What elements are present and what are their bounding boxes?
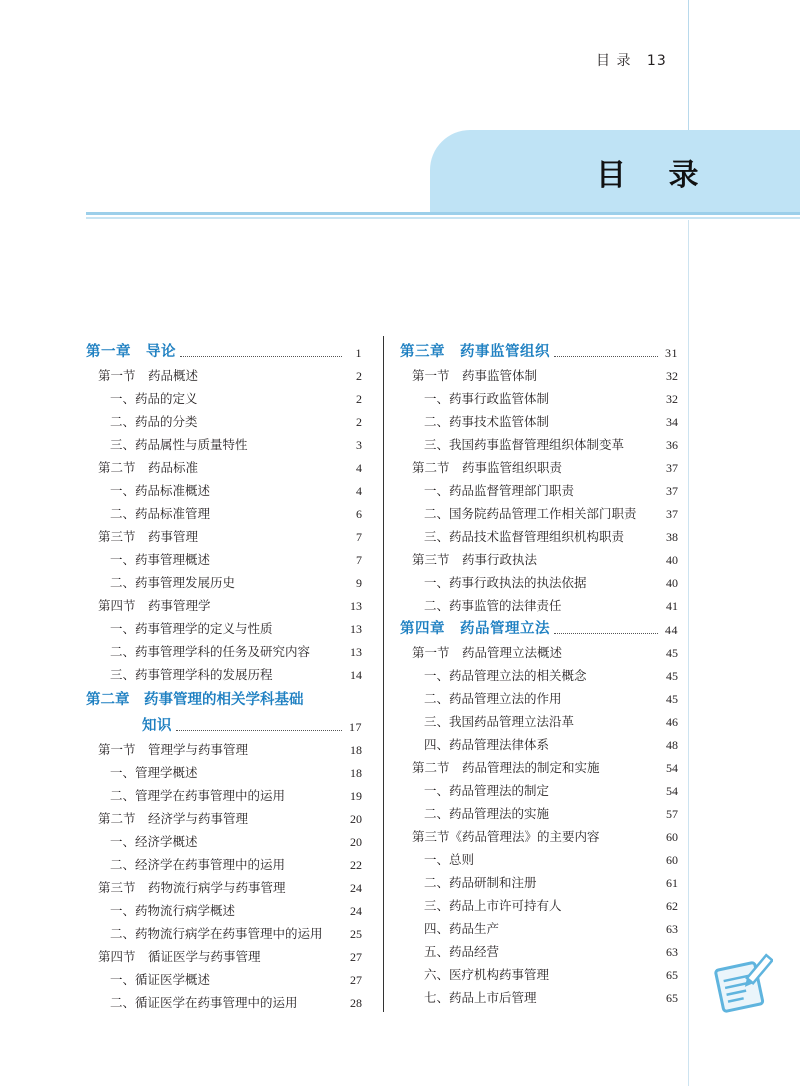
page-number: 20 [350, 835, 362, 849]
entry-title: 二、药物流行病学在药事管理中的运用 [110, 926, 323, 941]
entry-title: 第三节 药物流行病学与药事管理 [98, 880, 286, 895]
toc-sub-entry[interactable] [400, 430, 678, 453]
page-number: 63 [666, 945, 678, 959]
toc-sub-entry[interactable] [400, 522, 678, 545]
toc-right-list [400, 337, 678, 1006]
toc-sub-entry[interactable] [86, 965, 362, 988]
entry-title: 七、药品上市后管理 [424, 990, 537, 1005]
entry-title: 第一章 导论 [86, 344, 176, 360]
toc-sub-entry[interactable] [400, 591, 678, 614]
page-title: 目 录 [596, 158, 715, 193]
toc-section-entry[interactable] [86, 942, 362, 965]
entry-title: 二、药品的分类 [110, 414, 198, 429]
entry-title: 二、药品研制和注册 [424, 875, 537, 890]
entry-title: 一、药事管理概述 [110, 552, 211, 567]
header-label: 目 录 [596, 53, 632, 69]
page-number: 25 [350, 927, 362, 941]
entry-title: 二、药品管理法的实施 [424, 806, 550, 821]
toc-section-entry[interactable] [86, 804, 362, 827]
toc-sub-entry[interactable] [86, 988, 362, 1011]
toc-sub-entry[interactable] [400, 983, 678, 1006]
toc-sub-entry[interactable] [400, 960, 678, 983]
entry-title: 三、药品属性与质量特性 [110, 437, 248, 452]
entry-title: 三、我国药事监督管理组织体制变革 [424, 437, 625, 452]
page-number: 60 [666, 853, 678, 867]
toc-sub-entry[interactable] [400, 707, 678, 730]
toc-sub-entry[interactable] [86, 827, 362, 850]
toc-sub-entry[interactable] [86, 430, 362, 453]
toc-section-entry[interactable] [86, 873, 362, 896]
running-header [596, 50, 667, 70]
entry-title: 第一节 药事监管体制 [412, 368, 538, 383]
page-number: 38 [666, 530, 678, 544]
page-number: 24 [350, 881, 362, 895]
entry-title: 二、药品管理立法的作用 [424, 691, 562, 706]
column-divider [383, 336, 384, 1012]
entry-title: 第一节 药品概述 [98, 368, 199, 383]
entry-title: 一、药事行政执法的执法依据 [424, 575, 587, 590]
page-number: 2 [356, 369, 362, 383]
entry-title: 五、药品经营 [424, 944, 500, 959]
dot-leader [176, 730, 342, 731]
entry-title: 第二节 经济学与药事管理 [98, 811, 249, 826]
toc-section-entry[interactable] [400, 453, 678, 476]
entry-title: 第二节 药品标准 [98, 460, 199, 475]
page-number: 4 [356, 484, 362, 498]
entry-title: 三、药品技术监督管理组织机构职责 [424, 529, 625, 544]
entry-title: 三、药品上市许可持有人 [424, 898, 562, 913]
chapter-2-title-line2 [86, 709, 362, 735]
entry-title: 一、管理学概述 [110, 765, 198, 780]
toc-sub-entry[interactable] [86, 568, 362, 591]
page-number: 44 [665, 623, 678, 637]
page-number: 20 [350, 812, 362, 826]
toc-sub-entry[interactable] [400, 868, 678, 891]
page-number: 9 [356, 576, 362, 590]
entry-title: 第三节 药事管理 [98, 529, 199, 544]
page-number: 45 [666, 669, 678, 683]
toc-section-entry[interactable] [86, 453, 362, 476]
entry-title: 六、医疗机构药事管理 [424, 967, 550, 982]
page-number: 41 [666, 599, 678, 613]
page-number: 6 [356, 507, 362, 521]
entry-title: 二、管理学在药事管理中的运用 [110, 788, 286, 803]
toc-chapter-entry[interactable] [400, 614, 678, 638]
page-number: 36 [666, 438, 678, 452]
notepad-pencil-icon [711, 952, 773, 1014]
toc-chapter-2[interactable] [86, 683, 362, 735]
page-number: 18 [350, 743, 362, 757]
toc-sub-entry[interactable] [86, 407, 362, 430]
page-number: 60 [666, 830, 678, 844]
page-number: 62 [666, 899, 678, 913]
entry-title: 第三节 药事行政执法 [412, 552, 538, 567]
entry-title: 第四章 药品管理立法 [400, 621, 550, 637]
page-number: 27 [350, 973, 362, 987]
toc-section-entry[interactable] [400, 753, 678, 776]
page-number: 40 [666, 553, 678, 567]
page-number: 31 [665, 346, 678, 360]
toc-sub-entry[interactable] [400, 845, 678, 868]
chapter-2-title-continued: 知识 [142, 718, 172, 734]
page-number: 37 [666, 461, 678, 475]
page-number: 37 [666, 507, 678, 521]
toc-section-entry[interactable] [86, 591, 362, 614]
entry-title: 一、药事管理学的定义与性质 [110, 621, 273, 636]
toc-sub-entry[interactable] [400, 730, 678, 753]
entry-title: 二、药事监管的法律责任 [424, 598, 562, 613]
toc-left-list [86, 337, 362, 683]
page-number: 17 [349, 720, 362, 734]
toc-sub-entry[interactable] [86, 476, 362, 499]
page-number: 65 [666, 991, 678, 1005]
page-number: 7 [356, 553, 362, 567]
entry-title: 四、药品生产 [424, 921, 500, 936]
page-number: 19 [350, 789, 362, 803]
entry-title: 二、药事技术监管体制 [424, 414, 550, 429]
toc-sub-entry[interactable] [400, 568, 678, 591]
page-number: 57 [666, 807, 678, 821]
entry-title: 一、药物流行病学概述 [110, 903, 236, 918]
page-number: 46 [666, 715, 678, 729]
toc-sub-entry[interactable] [86, 660, 362, 683]
entry-title: 一、药事行政监管体制 [424, 391, 550, 406]
entry-title: 二、国务院药品管理工作相关部门职责 [424, 506, 637, 521]
toc-sub-entry[interactable] [86, 919, 362, 942]
toc-section-entry[interactable] [400, 361, 678, 384]
entry-title: 第四节 循证医学与药事管理 [98, 949, 261, 964]
entry-title: 一、总则 [424, 852, 475, 867]
title-rule [86, 212, 800, 215]
toc-left-column [86, 337, 362, 1011]
entry-title: 第二节 药事监管组织职责 [412, 460, 563, 475]
entry-title: 二、药品标准管理 [110, 506, 211, 521]
toc-sub-entry[interactable] [86, 850, 362, 873]
page-number: 7 [356, 530, 362, 544]
toc-section-entry[interactable] [400, 638, 678, 661]
page-number: 54 [666, 784, 678, 798]
page-number: 27 [350, 950, 362, 964]
chapter-2-title-line1: 第二章 药事管理的相关学科基础 [86, 692, 304, 708]
entry-title: 一、药品管理立法的相关概念 [424, 668, 587, 683]
page-number: 3 [356, 438, 362, 452]
page-number: 13 [350, 645, 362, 659]
toc-section-entry[interactable] [86, 735, 362, 758]
toc-sub-entry[interactable] [400, 937, 678, 960]
toc-sub-entry[interactable] [86, 499, 362, 522]
toc-sub-entry[interactable] [86, 384, 362, 407]
toc-sub-entry[interactable] [400, 684, 678, 707]
toc-left-list-2 [86, 735, 362, 1011]
toc-sub-entry[interactable] [400, 799, 678, 822]
toc-right-column [400, 337, 678, 1006]
title-rule-secondary [86, 217, 800, 219]
toc-sub-entry[interactable] [400, 476, 678, 499]
toc-sub-entry[interactable] [400, 776, 678, 799]
entry-title: 第二节 药品管理法的制定和实施 [412, 760, 600, 775]
entry-title: 一、药品管理法的制定 [424, 783, 550, 798]
toc-sub-entry[interactable] [86, 781, 362, 804]
page-number: 48 [666, 738, 678, 752]
margin-line-top [688, 0, 689, 130]
page-number: 65 [666, 968, 678, 982]
page-number: 2 [356, 415, 362, 429]
page-number: 63 [666, 922, 678, 936]
toc-section-entry[interactable] [86, 361, 362, 384]
page-number: 1 [355, 346, 362, 360]
entry-title: 二、经济学在药事管理中的运用 [110, 857, 286, 872]
entry-title: 一、药品标准概述 [110, 483, 211, 498]
page-number: 45 [666, 692, 678, 706]
toc-sub-entry[interactable] [400, 661, 678, 684]
toc-sub-entry[interactable] [400, 914, 678, 937]
page-number: 40 [666, 576, 678, 590]
page-number: 24 [350, 904, 362, 918]
entry-title: 二、药事管理学科的任务及研究内容 [110, 644, 311, 659]
page-number: 14 [350, 668, 362, 682]
toc-sub-entry[interactable] [400, 384, 678, 407]
page-number: 2 [356, 392, 362, 406]
page-number: 13 [350, 622, 362, 636]
entry-title: 一、循证医学概述 [110, 972, 211, 987]
entry-title: 一、经济学概述 [110, 834, 198, 849]
page-number: 13 [350, 599, 362, 613]
toc-section-entry[interactable] [86, 522, 362, 545]
page-number: 4 [356, 461, 362, 475]
toc-sub-entry[interactable] [86, 545, 362, 568]
toc-sub-entry[interactable] [86, 896, 362, 919]
dot-leader [554, 633, 658, 634]
toc-chapter-entry[interactable] [400, 337, 678, 361]
toc-sub-entry[interactable] [400, 891, 678, 914]
header-page-number: 13 [646, 53, 667, 69]
toc-sub-entry[interactable] [86, 758, 362, 781]
toc-sub-entry[interactable] [86, 637, 362, 660]
entry-title: 一、药品的定义 [110, 391, 198, 406]
entry-title: 第三节《药品管理法》的主要内容 [412, 829, 600, 844]
page-number: 28 [350, 996, 362, 1010]
entry-title: 三、药事管理学科的发展历程 [110, 667, 273, 682]
page-number: 18 [350, 766, 362, 780]
dot-leader [180, 356, 342, 357]
page-number: 34 [666, 415, 678, 429]
page-number: 37 [666, 484, 678, 498]
entry-title: 四、药品管理法律体系 [424, 737, 550, 752]
margin-line-bottom [688, 220, 689, 1086]
page-number: 32 [666, 392, 678, 406]
entry-title: 三、我国药品管理立法沿革 [424, 714, 575, 729]
toc-chapter-entry[interactable] [86, 337, 362, 361]
entry-title: 第一节 药品管理立法概述 [412, 645, 563, 660]
page-number: 32 [666, 369, 678, 383]
toc-sub-entry[interactable] [86, 614, 362, 637]
entry-title: 第三章 药事监管组织 [400, 344, 550, 360]
entry-title: 一、药品监督管理部门职责 [424, 483, 575, 498]
page-number: 61 [666, 876, 678, 890]
entry-title: 二、药事管理发展历史 [110, 575, 236, 590]
dot-leader [554, 356, 658, 357]
toc-section-entry[interactable] [400, 822, 678, 845]
page-number: 22 [350, 858, 362, 872]
toc-sub-entry[interactable] [400, 499, 678, 522]
entry-title: 二、循证医学在药事管理中的运用 [110, 995, 298, 1010]
toc-sub-entry[interactable] [400, 407, 678, 430]
page-number: 54 [666, 761, 678, 775]
page-number: 45 [666, 646, 678, 660]
toc-section-entry[interactable] [400, 545, 678, 568]
entry-title: 第四节 药事管理学 [98, 598, 211, 613]
entry-title: 第一节 管理学与药事管理 [98, 742, 249, 757]
